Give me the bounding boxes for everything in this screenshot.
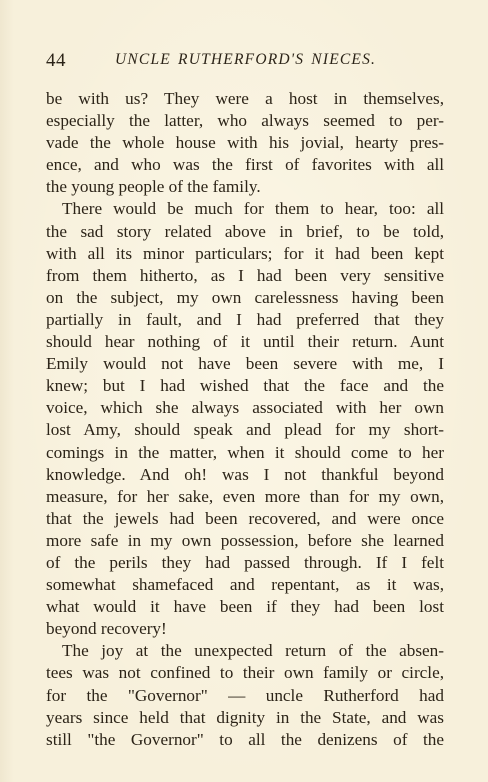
text-line: Emily would not have been severe with me, I [46,354,444,374]
text-line: voice, which she always associated with her own [46,398,444,418]
text-line: ence, and who was the first of favorites with all [46,155,444,175]
text-line: knowledge. And oh! was I not thankful beyond [46,464,444,484]
text-line: should hear nothing of it until their return. Aunt [46,332,444,352]
text-line: with all its minor particulars; for it had been kept [46,243,444,263]
text-line: on the subject, my own carelessness having been [46,287,444,307]
text-line: the young people of the family. [46,177,261,197]
text-line: There would be much for them to hear, too: all [62,199,444,219]
text-line: that the jewels had been recovered, and were once [46,508,444,528]
text-line: comings in the matter, when it should come to her [46,442,444,462]
text-line: measure, for her sake, even more than for my own, [46,486,444,506]
text-line: for the "Governor" — uncle Rutherford had [46,685,444,705]
text-line: be with us? They were a host in themselves, [46,89,444,108]
text-line: tees was not confined to their own family or circle, [46,663,444,683]
text-line: more safe in my own possession, before she learned [46,530,444,550]
text-line: especially the latter, who always seemed to per- [46,111,444,131]
body-text [46,88,444,751]
text-line: vade the whole house with his jovial, hearty pres- [46,133,444,153]
text-line: what would it have been if they had been lost [46,597,444,617]
page-header [46,50,446,72]
text-line: The joy at the unexpected return of the absen- [62,641,444,661]
text-line: knew; but I had wished that the face and the [46,376,444,396]
text-line: the sad story related above in brief, to be told, [46,221,444,241]
text-line: lost Amy, should speak and plead for my short- [46,420,444,440]
text-line: somewhat shamefaced and repentant, as it was, [46,575,444,595]
text-line: from them hitherto, as I had been very sensitive [46,265,444,285]
text-line: of the perils they had passed through. If I felt [46,552,444,572]
text-line: beyond recovery! [46,619,167,639]
text-line: still "the Governor" to all the denizens of the [46,729,444,749]
page-number: 44 [46,50,66,71]
text-line: years since held that dignity in the State, and was [46,707,444,727]
running-title: UNCLE RUTHERFORD'S NIECES. [115,51,377,68]
text-line: partially in fault, and I had preferred that they [46,309,444,329]
